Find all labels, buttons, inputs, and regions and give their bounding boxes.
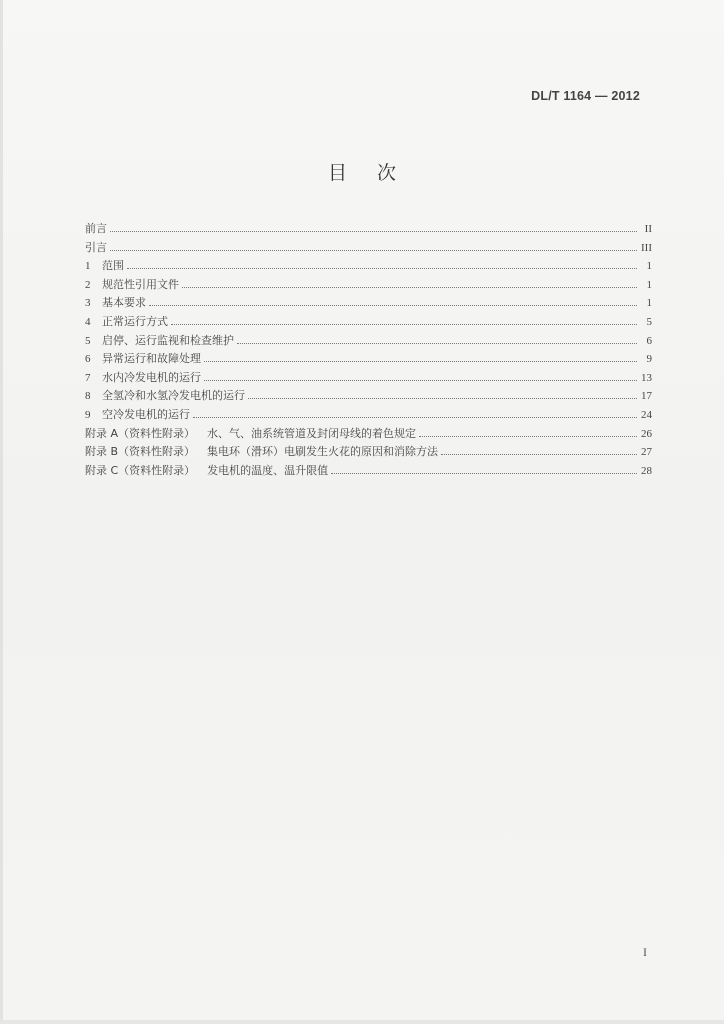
page-edge-bottom <box>0 1020 724 1024</box>
toc-section-number: 7 <box>85 371 91 384</box>
toc-entry-introduction[interactable] <box>85 239 652 258</box>
toc-dot-leader <box>248 398 637 399</box>
page-edge-left <box>0 0 3 1024</box>
toc-section-number: 5 <box>85 334 91 347</box>
toc-entry-text: 引言 <box>85 240 107 254</box>
toc-entry-text: 规范性引用文件 <box>102 277 179 291</box>
toc-dot-leader <box>237 343 637 344</box>
toc-entry-text: 异常运行和故障处理 <box>102 352 201 366</box>
toc-section-number: 9 <box>85 408 91 421</box>
toc-dot-leader <box>171 324 637 325</box>
toc-section-number: 3 <box>85 297 91 310</box>
toc-dot-leader <box>193 417 637 418</box>
toc-dot-leader <box>110 250 637 251</box>
toc-title-char-1: 目 <box>327 162 347 184</box>
toc-section-number: 1 <box>85 260 91 273</box>
toc-page-number: 26 <box>641 427 652 440</box>
toc-dot-leader <box>204 361 637 362</box>
toc-entry-3[interactable] <box>85 294 652 313</box>
toc-entry-4[interactable] <box>85 313 652 332</box>
toc-entry-5[interactable] <box>85 332 652 351</box>
toc-entry-text: 启停、运行监视和检查维护 <box>102 333 234 347</box>
toc-entry-text: 范围 <box>102 259 124 273</box>
toc-section-number: 8 <box>85 390 91 403</box>
toc-page-number: 1 <box>646 278 652 291</box>
toc-entry-appendix-b[interactable] <box>85 443 652 462</box>
toc-entry-9[interactable] <box>85 406 652 425</box>
toc-dot-leader <box>441 454 637 455</box>
toc-page-number: 6 <box>646 334 652 347</box>
toc-section-number: 4 <box>85 315 91 328</box>
toc-section-number: 6 <box>85 353 91 366</box>
toc-appendix-label: 附录 C（资料性附录） <box>85 463 196 477</box>
toc-entry-7[interactable] <box>85 369 652 388</box>
toc-page-number: 5 <box>646 315 652 328</box>
toc-entry-text: 发电机的温度、温升限值 <box>207 463 329 477</box>
toc-appendix-label: 附录 A（资料性附录） <box>85 426 196 440</box>
toc-dot-leader <box>149 305 637 306</box>
toc-entry-text: 水、气、油系统管道及封闭母线的着色规定 <box>207 426 417 440</box>
toc-entry-8[interactable] <box>85 387 652 406</box>
toc-entry-text: 水内冷发电机的运行 <box>102 370 201 384</box>
toc-page-number: 17 <box>641 390 652 403</box>
toc-dot-leader <box>331 473 637 474</box>
toc-entry-text: 空冷发电机的运行 <box>102 407 190 421</box>
toc-entry-1[interactable] <box>85 257 652 276</box>
toc-entry-6[interactable] <box>85 350 652 369</box>
toc-page-number: III <box>641 241 652 254</box>
toc-title-char-2: 次 <box>377 162 397 184</box>
toc-entry-2[interactable] <box>85 276 652 295</box>
toc-entry-text: 基本要求 <box>102 296 146 310</box>
toc-page-number: 13 <box>641 371 652 384</box>
toc-entry-appendix-a[interactable] <box>85 425 652 444</box>
page-number: I <box>643 945 647 959</box>
toc-appendix-label: 附录 B（资料性附录） <box>85 445 196 459</box>
standard-code: DL/T 1164 — 2012 <box>531 89 640 103</box>
toc-page-number: II <box>644 223 652 235</box>
toc-entry-appendix-c[interactable] <box>85 462 652 481</box>
toc-page-number: 1 <box>646 260 652 273</box>
toc-dot-leader <box>127 268 637 269</box>
toc-page-number: 27 <box>641 446 652 459</box>
toc-page-number: 28 <box>641 464 652 477</box>
toc-dot-leader <box>419 436 637 437</box>
table-of-contents <box>85 220 652 480</box>
toc-title <box>0 158 724 185</box>
toc-entry-text: 正常运行方式 <box>102 314 168 328</box>
toc-dot-leader <box>204 380 637 381</box>
toc-entry-text: 集电环（滑环）电刷发生火花的原因和消除方法 <box>207 445 439 459</box>
toc-section-number: 2 <box>85 278 91 291</box>
toc-dot-leader <box>110 231 637 232</box>
toc-page-number: 24 <box>641 408 652 421</box>
toc-entry-text: 全氢冷和水氢冷发电机的运行 <box>102 389 245 403</box>
toc-page-number: 9 <box>646 353 652 366</box>
toc-entry-preface[interactable] <box>85 220 652 239</box>
toc-entry-text: 前言 <box>85 222 107 235</box>
toc-page-number: 1 <box>646 297 652 310</box>
toc-dot-leader <box>182 287 637 288</box>
